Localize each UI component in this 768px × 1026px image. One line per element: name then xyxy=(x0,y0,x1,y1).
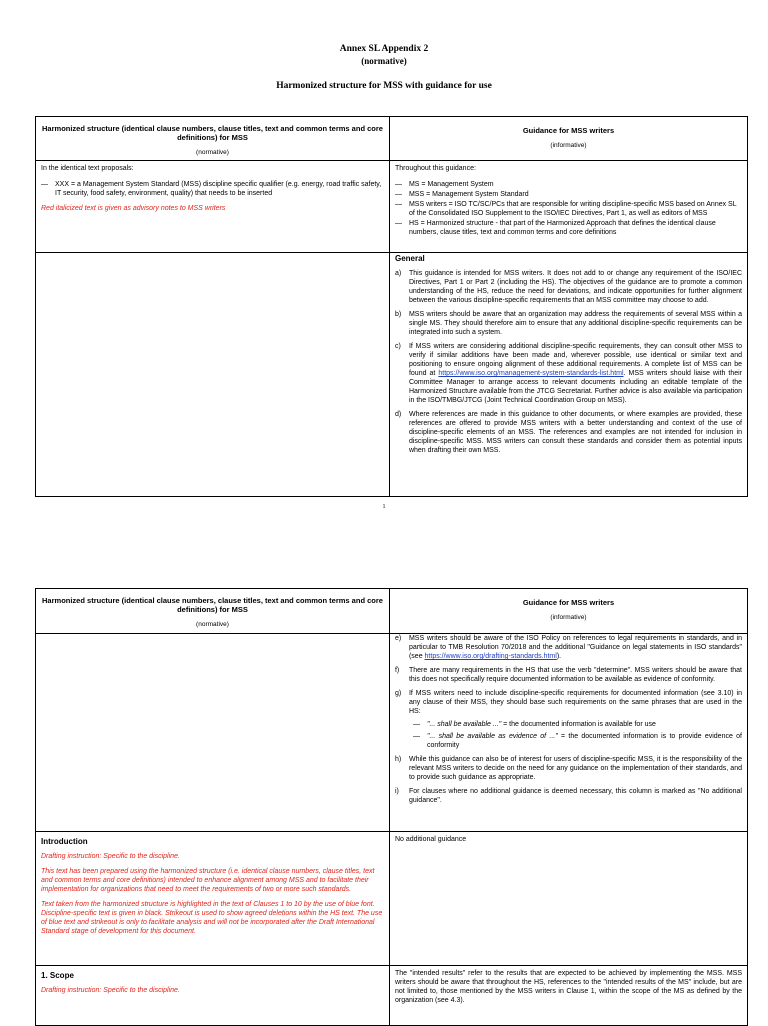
general-right-cell xyxy=(389,253,747,497)
list-item: — XXX = a Management System Standard (MSS) discipline specific qualifier (e.g. energy, road traffic safety, IT security, food safety, environment, quality) that needs to be inserted xyxy=(41,180,384,198)
list-item: — MS = Management System xyxy=(395,180,742,189)
drafting-instruction: Drafting instruction: Specific to the discipline. xyxy=(41,987,180,994)
list-item: — "... shall be available as evidence of ..." = the documented information is to provide evidence of conformity xyxy=(413,732,742,750)
left-column-subtitle: (normative) xyxy=(196,621,229,628)
right-column-subtitle: (informative) xyxy=(550,142,587,149)
introduction-note: This text has been prepared using the harmonized structure (i.e. identical clause numbers, clause titles, text and common terms and core definitions) intended to enhance alignment among MSS and to facilitate their implementation for organizations that need to meet the requirements of two or more such standards. xyxy=(41,868,375,893)
list-item: g) If MSS writers need to include discipline-specific requirements for documented information (see 3.10) in any clause of their MSS, they should base such requirements on the same phrases that are used in the HS: — "... shall be available ..." = the documented information is available for use — "... shall be available as evidence of ..." = the documented information is to provide evidence of conformity xyxy=(395,689,742,750)
table-header-left xyxy=(36,589,390,634)
right-column-subtitle: (informative) xyxy=(550,614,587,621)
guidance-list xyxy=(395,634,742,805)
table-header-right xyxy=(389,589,747,634)
guidance-left-cell xyxy=(36,634,390,832)
list-item: b) MSS writers should be aware that an organization may address the requirements of several MSS within a single MS. They should therefore aim to ensure that any additional discipline-specific requirements can be integrated into such a system. xyxy=(394,311,742,336)
right-intro-text: Throughout this guidance: xyxy=(394,165,476,172)
right-dash-list xyxy=(395,180,742,237)
annex-title: Annex SL Appendix 2 xyxy=(339,44,429,54)
mss-list-link[interactable]: https://www.iso.org/management-system-standards-list.html xyxy=(438,370,624,377)
annex-subtitle: (normative) xyxy=(361,56,407,66)
table-header-right xyxy=(389,117,747,161)
left-intro-text: In the identical text proposals: xyxy=(41,165,134,172)
right-column-title: Guidance for MSS writers xyxy=(522,126,615,135)
guidance-table-page-1 xyxy=(35,116,748,497)
drafting-standards-link[interactable]: https://www.iso.org/drafting-standards.html xyxy=(424,653,557,660)
definitions-right-cell xyxy=(389,161,747,253)
left-column-subtitle: (normative) xyxy=(196,149,229,156)
list-item: — MSS = Management System Standard xyxy=(395,190,742,199)
drafting-instruction: Drafting instruction: Specific to the discipline. xyxy=(41,853,180,860)
scope-guidance-text: The "intended results" refer to the results that are expected to be achieved by implementing the MSS. MSS writers should be aware that throughout the HS, references to the "intended results of the MS" include, but are not limited to, those mentioned by the MSS writers in Clause 1, within the scope of the MS as defined by the organization (see 4.3). xyxy=(394,970,742,1004)
page-number: 1 xyxy=(382,504,386,510)
left-column-title: Harmonized structure (identical clause numbers, clause titles, text and common terms and core definitions) for MSS xyxy=(42,596,383,614)
no-guidance-text: No additional guidance xyxy=(394,836,467,843)
left-column-title: Harmonized structure (identical clause numbers, clause titles, text and common terms and core definitions) for MSS xyxy=(42,124,383,142)
list-item: e) MSS writers should be aware of the ISO Policy on references to legal requirements in standards, and in particular to TMB Resolution 70/2018 and the additional "Guidance on legal statements in ISO standards" (see https://www.iso.org/drafting-standards.html). xyxy=(394,635,742,660)
table-header-left xyxy=(36,117,390,161)
list-item: f) There are many requirements in the HS that use the verb "determine". MSS writers should be aware that this does not specifically require documented information to be available as evidence of conformity. xyxy=(394,667,742,683)
advisory-note: Red italicized text is given as advisory notes to MSS writers xyxy=(41,205,226,212)
general-heading: General xyxy=(394,254,425,263)
list-item: — "... shall be available ..." = the documented information is available for use xyxy=(413,720,742,729)
right-column-title: Guidance for MSS writers xyxy=(522,598,615,607)
list-item: h) While this guidance can also be of interest for users of discipline-specific MSS, it is the responsibility of the relevant MSS writers to decide on the need for any guidance on the implementation of their standards, and to provide such guidance as appropriate. xyxy=(394,756,742,781)
general-left-cell xyxy=(36,253,390,497)
list-item: — HS = Harmonized structure - that part of the Harmonized Approach that defines the identical clause numbers, clause titles, text and common terms and core definitions xyxy=(395,219,742,237)
list-item: i) For clauses where no additional guidance is deemed necessary, this column is marked as "No additional guidance". xyxy=(394,788,742,804)
scope-heading: 1. Scope xyxy=(41,971,74,980)
documented-info-list xyxy=(413,720,742,750)
left-dash-list xyxy=(41,180,384,198)
list-item: a) This guidance is intended for MSS writers. It does not add to or change any requirement of the ISO/IEC Directives, Part 1 or Part 2 (including the HS). The objectives of the guidance are to promote a common understanding of the HS, reduce the need for deviations, and indicate opportunities for further alignment between the various discipline-specific requirements that an MSS committee may choose to add. xyxy=(394,270,742,304)
document-title: Harmonized structure for MSS with guidance for use xyxy=(276,81,492,91)
introduction-right-cell xyxy=(389,832,747,966)
guidance-right-cell xyxy=(389,634,747,832)
definitions-left-cell xyxy=(36,161,390,253)
list-item: c) If MSS writers are considering additional discipline-specific requirements, they can consult other MSS to verify if similar additions have been made and, wherever possible, use identical or similar text and positioning to ensure ongoing alignment of these additional requirements. A complete list of MSS can be found at https://www.iso.org/management-system-standards-list.html. MSS writers should liaise with their Committee Manager to arrange access to relevant documents including an editable template of the Harmonized Structure available from the JTCG Secretariat. Further advice is also available via participation in the ISO/TMBG/JTCG (Joint Technical Coordination Group on MSS). xyxy=(394,343,742,404)
list-item: d) Where references are made in this guidance to other documents, or where examples are provided, these references are offered to provide MSS writers with a better understanding and context of the use of discipline-specific elements of an MSS. The references and examples are not intended for inclusion in discipline-specific MSS. MSS writers can consult these standards and consider them as potential inputs when drafting their own MSS. xyxy=(394,411,742,454)
introduction-note: Text taken from the harmonized structure is highlighted in the text of Clauses 1 to 10 by the use of blue font. Discipline-specific text is given in black. Strikeout is used to show agreed deletions within the HS text. The use of blue text and strikeout is only to facilitate analysis and will not be incorporated after the Draft International Standard stage of development for this document. xyxy=(41,901,383,935)
scope-left-cell xyxy=(36,966,390,1026)
list-item: — MSS writers = ISO TC/SC/PCs that are responsible for writing discipline-specific MSS based on Annex SL of the Consolidated ISO Supplement to the ISO/IEC Directives, Part 1, as well as editors of MSS xyxy=(395,200,742,218)
introduction-left-cell xyxy=(36,832,390,966)
scope-right-cell xyxy=(389,966,747,1026)
general-list xyxy=(395,269,742,455)
guidance-table-page-2 xyxy=(35,588,748,1026)
introduction-heading: Introduction xyxy=(41,837,88,846)
document-page-2 xyxy=(0,545,768,1024)
